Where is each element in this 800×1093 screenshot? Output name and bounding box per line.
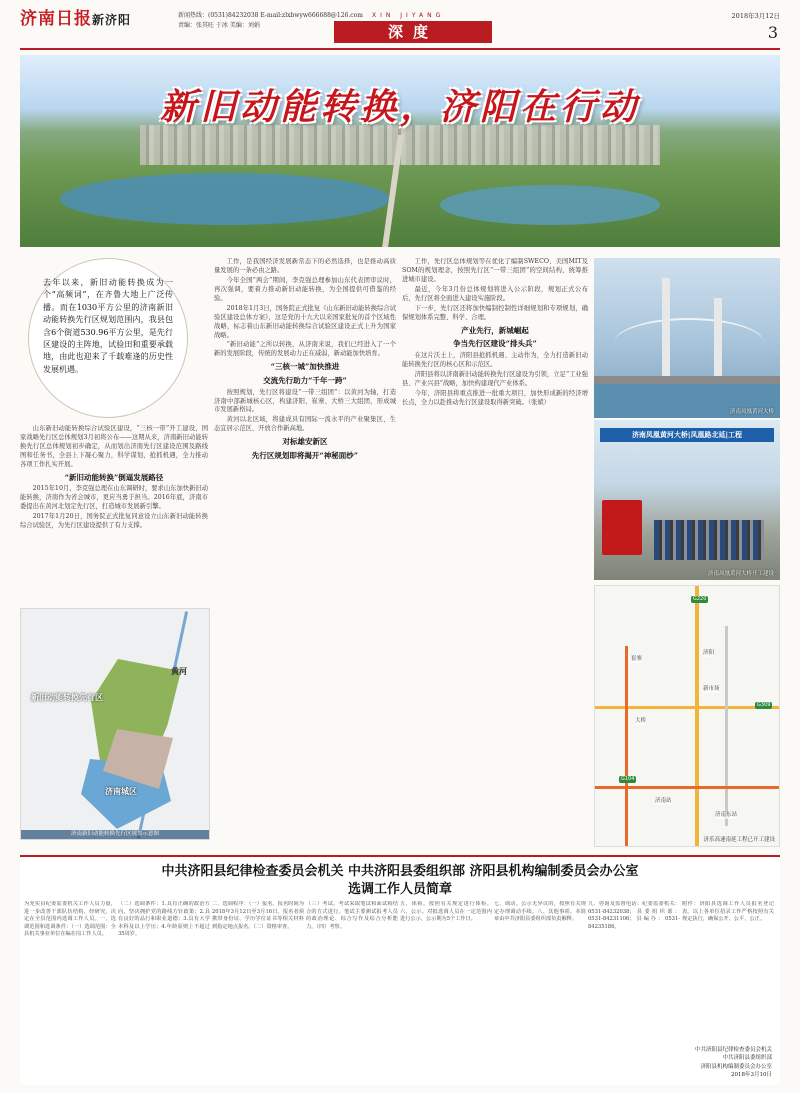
bridge-deck [594, 376, 780, 384]
bridge-photo [594, 258, 780, 418]
signoff-line: 2018年3月10日 [731, 1071, 772, 1078]
issue-date: 2018年3月12日 [731, 12, 780, 20]
map-label: 崔寨 [631, 656, 643, 662]
header-rule [20, 48, 780, 50]
bridge-cable [614, 318, 764, 368]
subheading: “新旧动能转换”倒逼发展路径 [64, 472, 164, 482]
paragraph: 下一步，先行区还将加快编制控制性详细规划和专项规划，确保规划体系完整、科学、合理。 [402, 304, 588, 321]
red-truck [602, 500, 642, 555]
paragraph: 按照规划，先行区将建设“一带三组团”：以黄河为轴，打造济南中部新城核心区，构建济阳、崔寨、大桥三大组团，形成城市发展新格局。 [214, 388, 396, 414]
lake [440, 185, 660, 225]
signoff-line: 中共济阳县委组织部 [722, 1055, 772, 1062]
notice-column: 五、体检。按照有关规定进行体检。六、公示。对拟选调人员在一定范围内进行公示，公示期为5个工作日。 [400, 901, 492, 923]
map-caption: 济南新旧动能转换先行区规划示意图 [21, 830, 209, 839]
highway-line [595, 706, 780, 709]
article-column-1 [20, 425, 208, 605]
highway-line [695, 586, 699, 847]
paragraph: 2015年10月，李克强总理在山东调研时，要求山东加快新旧动能转换，济南作为省会城市，更应当勇于担当。2016年底，济南市委提出在黄河北划定先行区，打造城市发展新引擎。 [20, 485, 208, 511]
notice-signoff [695, 1046, 772, 1079]
paragraph: 最近，今年3月份总体规划将进入公示阶段，规划正式公布后，先行区将全面进入建设实施阶段。 [402, 285, 588, 302]
notice-column: （三）考试。考试采取笔试和面试相结合的方式进行。笔试主要测试报考人员的政治理论、综合写作及综合分析能力。（四）考察。 [306, 901, 398, 930]
lake [60, 173, 390, 225]
hero-aerial-photo [20, 55, 780, 247]
paragraph: 黄河以北区域，将建成具有国际一流水平的产业聚集区、生态宜居示范区、开放合作新高地。 [214, 416, 396, 433]
paragraph: 今年，济阳县将重点推进一批重大项目，加快形成新的经济增长点，全力以赴推动先行区建设取得新突破。（张斌） [402, 389, 588, 406]
paragraph: 今年全国“两会”期间，李克强总理参加山东代表团审议时，再次强调，要着力推动新旧动能转换，为全国提供可借鉴的经验。 [214, 276, 396, 302]
map-label: 大桥 [635, 718, 647, 724]
crowd [654, 520, 764, 560]
recruitment-notice [20, 855, 780, 1085]
section-pinyin: XIN JIYANG [372, 12, 445, 19]
paragraph: 济阳县将以济南新旧动能转换先行区建设为引领，立足“工业强县、产业兴县”战略，加快构建现代产业体系。 [402, 370, 588, 387]
paragraph: 在这片沃土上，济阳县抢抓机遇、主动作为，全力打造新旧动能转换先行区的核心区和示范区。 [402, 351, 588, 368]
headline: 新旧动能转换，济阳在行动 [159, 86, 640, 128]
notice-title: 中共济阳县纪律检查委员会机关 中共济阳县委组织部 济阳县机构编制委员会办公室 [161, 864, 639, 879]
highway-map [594, 585, 780, 847]
notice-column: （二）选调条件：1.具有正确的政治方向，坚决拥护党的路线方针政策；2.具有良好的品行和职业道德；3.具有大学本科及以上学历；4.年龄原则上不超过35周岁。 [118, 901, 210, 938]
signoff-line: 济阳县机构编制委员会办公室 [700, 1063, 772, 1070]
notice-column: 九、咨询及监督电话：纪委监委机关：0531-84232038；县委组织部：0531-84231106；县编办：0531-84235186。 [588, 901, 680, 930]
map-label: 黄河 [171, 667, 187, 676]
project-banner: 济南凤凰黄河大桥|凤凰路北延|工程 [600, 428, 774, 442]
paragraph: 山东新旧动能转换综合试验区建设，“三核一带”开工建设，国家战略先行区总体规划3月初将公布——这期从来，济南新旧动能转换先行区总体规划初步确定，从而划出济南先行区建设范围及路线图和任务书，全县上下凝心聚力，科学谋划，抢抓机遇，全力推动各项工作扎实开展。 [20, 425, 208, 468]
highway-line [625, 646, 628, 846]
paragraph: 2018年1月3日，国务院正式批复《山东新旧动能转换综合试验区建设总体方案》，这是党的十九大以来国家批复的首个区域性战略，标志着山东新旧动能转换综合试验区建设正式上升为国家战略。 [214, 304, 396, 339]
article-column-2 [214, 258, 396, 848]
road-line [725, 626, 728, 826]
photo-caption: 济南凤凰黄河大桥开工建设 [707, 570, 774, 577]
lead-paragraph: 去年以来，新旧动能转换成为一个“高频词”，在齐鲁大地上广泛传播。而在1030平方公里的济南新旧动能转换先行区规划范围内，我县包含6个街道530.96平方公里，是先行区建设的主阵地，试验田和重要承载地，由此也迎来了千载难逢的历史性发展机遇。 [28, 258, 188, 418]
article-column-3 [402, 258, 588, 848]
paragraph: 工作，是我国经济发展新常态下的必然选择，也是推动高质量发展的一条必由之路。 [214, 258, 396, 274]
photo-caption: 济南凤凰黄河大桥 [729, 408, 774, 415]
subheading: 交流先行助力“千年一跨” [263, 375, 347, 385]
subheading: 先行区规划即将揭开“神秘面纱” [251, 450, 359, 460]
highway-line [595, 786, 780, 789]
subheading: 产业先行，新城崛起 [461, 325, 529, 335]
notice-column: 二、选调程序：（一）报名。报名时间为2018年3月12日至3月16日。报名者须携带身份证、学历学位证书等相关材料到指定地点报名。（二）资格审查。 [212, 901, 304, 930]
map-label: 新市场 [703, 686, 720, 692]
map-label: 济南站 [655, 798, 672, 804]
route-badge: G104 [621, 776, 635, 782]
subheading: 对标雄安新区 [282, 437, 328, 447]
section-title: 深度 [334, 21, 492, 43]
notice-column: 为充实县纪委监委机关工作人员力量，进一步改善干部队伍结构，经研究，决定在全县范围内选调工作人员。一、选调范围和选调条件：（一）选调范围：全县机关事业单位在编在岗工作人员。 [24, 901, 116, 938]
editors-line: 责编：张其旺 于冰 美编：刘娟 [178, 22, 260, 29]
map-label: 济南东站 [715, 812, 738, 818]
groundbreaking-photo [594, 420, 780, 580]
page-header [20, 8, 780, 50]
news-hotline: 新闻热线：(0531)84232038 E-mail:zlxbwyw666688@126.com [178, 12, 363, 19]
map-label: 济阳 [703, 650, 715, 656]
paragraph: 2017年1月20日，国务院正式批复同意设立山东新旧动能转换综合试验区，为先行区建设提供了有力支撑。 [20, 513, 208, 530]
signoff-line: 中共济阳县纪律检查委员会机关 [694, 1047, 772, 1053]
subheading: “三核一城”加快推进 [270, 362, 340, 372]
page-number: 3 [767, 23, 778, 42]
notice-subtitle: 选调工作人员简章 [347, 882, 452, 897]
route-badge: G309 [757, 702, 771, 708]
masthead: 济南日报新济阳 [20, 9, 132, 29]
map-caption: 济乐高速南延工程已开工建设 [703, 836, 775, 843]
masthead-sub: 新济阳 [92, 13, 132, 27]
notice-column: 七、调动。公示无异议的，按照有关规定办理调动手续。八、其他事项。本简章由中共济阳县委组织部负责解释。 [494, 901, 586, 923]
paragraph: 工作，先行区总体规划等在优化了编制SWECO、美国MIT及SOM的规划理念，按照先行区“一带三组团”的空间结构，统筹推进城市建设。 [402, 258, 588, 283]
paragraph: “新旧动能”之所以转换，从济南来说，我们已经进入了一个新的发展阶段，传统的发展动力正在减弱，新动能加快培育。 [214, 341, 396, 358]
map-label: 新旧动能转换先行区 [31, 693, 103, 702]
pilot-zone-map [20, 608, 210, 840]
map-label: 济南城区 [105, 787, 137, 796]
subheading: 争当先行区建设“排头兵” [453, 339, 537, 349]
route-badge: G220 [693, 596, 707, 602]
notice-column: 附件：济阳县选调工作人员报名登记表。以上各单位招录工作严格按照有关规定执行，确保公开、公平、公正。 [682, 901, 774, 923]
